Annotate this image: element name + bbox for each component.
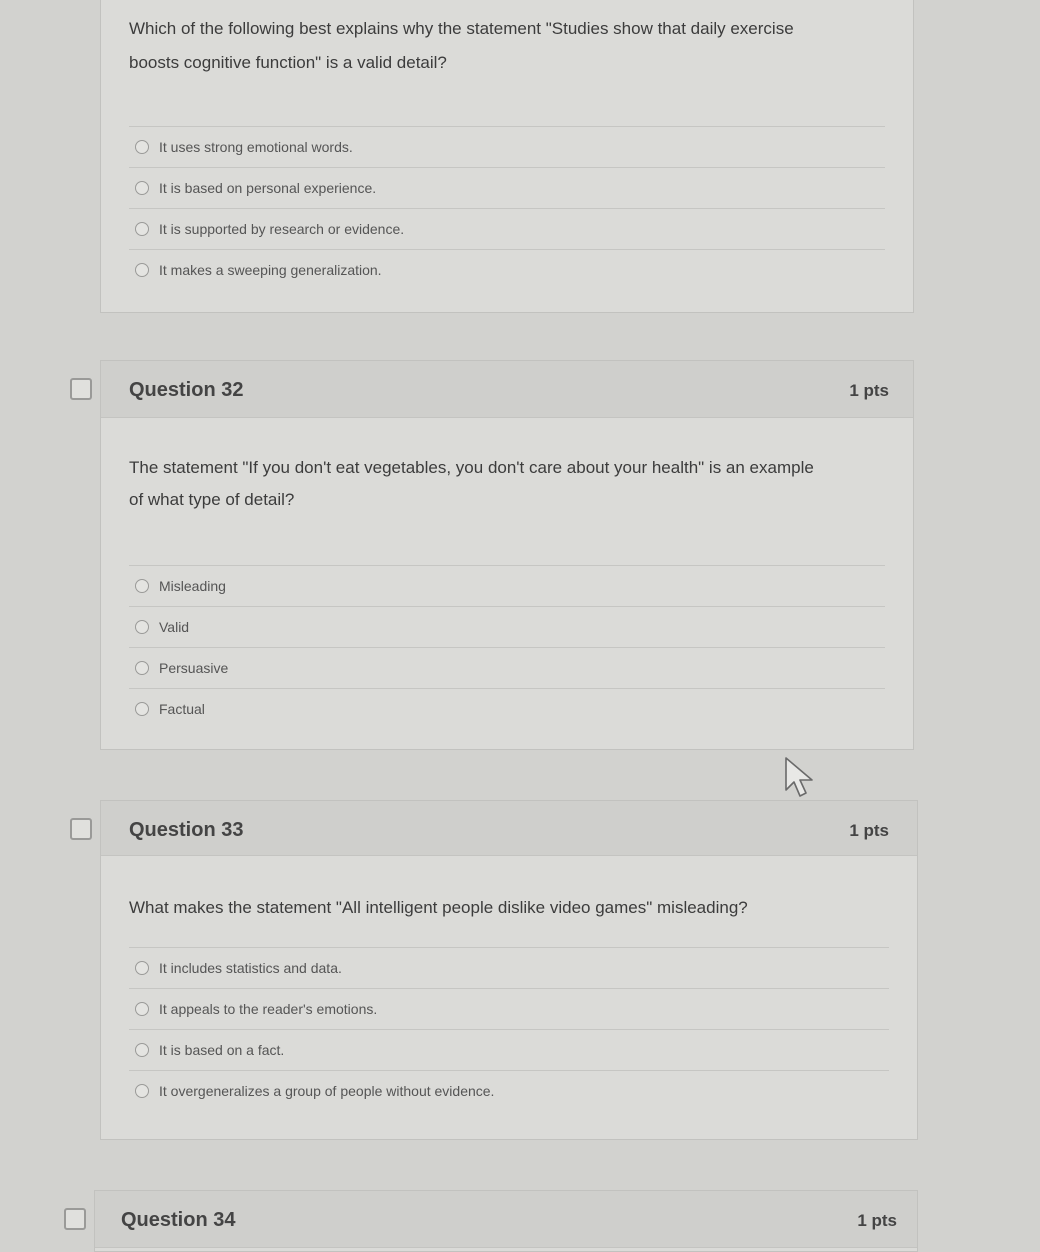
question-33-title: Question 33 <box>129 819 244 841</box>
question-31-card <box>100 0 914 313</box>
question-32-card <box>100 360 914 750</box>
answer-label: It overgeneralizes a group of people without evidence. <box>159 1083 495 1099</box>
answer-option[interactable] <box>129 566 885 607</box>
answer-label: It includes statistics and data. <box>159 960 342 976</box>
flag-icon[interactable] <box>64 1208 86 1230</box>
answer-label: It is supported by research or evidence. <box>159 221 405 237</box>
answer-label: It appeals to the reader's emotions. <box>159 1001 378 1017</box>
answer-option[interactable] <box>129 989 889 1030</box>
question-31-answers <box>129 126 885 290</box>
question-32-text-line-2: of what type of detail? <box>129 490 295 509</box>
question-34-points: 1 pts <box>857 1211 897 1230</box>
radio-icon[interactable] <box>135 1043 149 1057</box>
answer-label: It is based on a fact. <box>159 1042 285 1058</box>
answer-label: Misleading <box>159 578 226 594</box>
answer-label: Valid <box>159 619 190 635</box>
answer-option[interactable] <box>129 250 885 290</box>
question-32-points: 1 pts <box>849 381 889 400</box>
radio-icon[interactable] <box>135 961 149 975</box>
question-33-header <box>101 801 917 856</box>
question-31-text-line-2: boosts cognitive function" is a valid detail? <box>129 53 447 72</box>
question-33-points: 1 pts <box>849 821 889 840</box>
flag-icon[interactable] <box>70 378 92 400</box>
question-34-title: Question 34 <box>121 1209 236 1231</box>
radio-icon[interactable] <box>135 661 149 675</box>
question-34-card <box>94 1190 918 1252</box>
radio-icon[interactable] <box>135 1084 149 1098</box>
answer-option[interactable] <box>129 607 885 648</box>
radio-icon[interactable] <box>135 181 149 195</box>
question-34-header <box>95 1191 917 1248</box>
question-32-header <box>101 361 913 418</box>
question-32-text-line-1: The statement "If you don't eat vegetables, you don't care about your health" is an example <box>129 458 814 477</box>
answer-option[interactable] <box>129 648 885 689</box>
radio-icon[interactable] <box>135 222 149 236</box>
question-33-text: What makes the statement "All intelligent people dislike video games" misleading? <box>129 898 748 917</box>
flag-icon[interactable] <box>70 818 92 840</box>
radio-icon[interactable] <box>135 620 149 634</box>
answer-option[interactable] <box>129 1071 889 1111</box>
radio-icon[interactable] <box>135 263 149 277</box>
question-33-answers <box>129 947 889 1111</box>
question-33-card <box>100 800 918 1140</box>
mouse-pointer-icon <box>782 756 818 798</box>
answer-option[interactable] <box>129 948 889 989</box>
answer-option[interactable] <box>129 689 885 729</box>
answer-label: It makes a sweeping generalization. <box>159 262 382 278</box>
answer-option[interactable] <box>129 127 885 168</box>
answer-label: It is based on personal experience. <box>159 180 377 196</box>
radio-icon[interactable] <box>135 1002 149 1016</box>
radio-icon[interactable] <box>135 702 149 716</box>
radio-icon[interactable] <box>135 579 149 593</box>
answer-label: Factual <box>159 701 205 717</box>
question-31-text-line-1: Which of the following best explains why the statement "Studies show that daily exercise <box>129 19 794 38</box>
answer-option[interactable] <box>129 209 885 250</box>
question-32-title: Question 32 <box>129 379 244 401</box>
radio-icon[interactable] <box>135 140 149 154</box>
answer-option[interactable] <box>129 168 885 209</box>
answer-option[interactable] <box>129 1030 889 1071</box>
answer-label: Persuasive <box>159 660 229 676</box>
answer-label: It uses strong emotional words. <box>159 139 353 155</box>
question-32-answers <box>129 565 885 729</box>
